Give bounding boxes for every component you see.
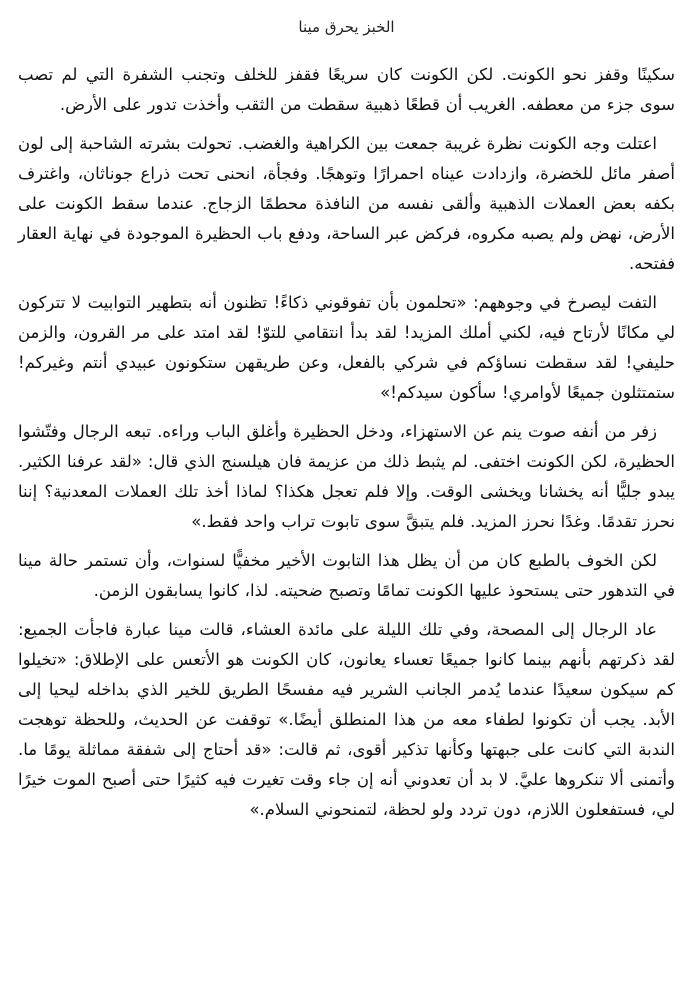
paragraph: لكن الخوف بالطبع كان من أن يظل هذا التابوت الأخير مخفيًّا لسنوات، وأن تستمر حالة مينا في التدهور حتى يستحوذ عليها الكونت تمامًا وتصبح ضحيته. لذا، كانوا يسابقون الزمن. bbox=[18, 551, 675, 600]
running-header: الخبز يحرق مينا bbox=[298, 18, 395, 36]
paragraph: سكينًا وقفز نحو الكونت. لكن الكونت كان سريعًا فقفز للخلف وتجنب الشفرة التي لم تصب سوى جزء من معطفه. الغريب أن قطعًا ذهبية سقطت من الثقب وأخذت تدور على الأرض. bbox=[18, 65, 675, 114]
body-text bbox=[18, 60, 675, 825]
paragraph: اعتلت وجه الكونت نظرة غريبة جمعت بين الكراهية والغضب. تحولت بشرته الشاحبة إلى لون أصفر مائل للخضرة، وازدادت عيناه احمرارًا وتوهجًا. وفجأة، انحنى تحت ذراع جوناثان، واغترف بكفه بعض العملات الذهبية وألقى نفسه من النافذة محطمًا الزجاج. عندما سقط الكونت على الأرض، نهض ولم يصبه مكروه، فركض عبر الساحة، ودفع باب الحظيرة الموجودة في نهاية العقار ففتحه. bbox=[18, 134, 675, 273]
paragraph: زفر من أنفه صوت ينم عن الاستهزاء، ودخل الحظيرة وأغلق الباب وراءه. تبعه الرجال وفتّشوا الحظيرة، لكن الكونت اختفى. لم يثبط ذلك من عزيمة فان هيلسنج الذي قال: «لقد عرفنا الكثير. يبدو جليًّا أنه يخشانا ويخشى الوقت. وإلا فلم تعجل هكذا؟ لماذا أخذ تلك العملات المعدنية؟ إننا نحرز تقدمًا. وغدًا نحرز المزيد. فلم يتبقَّ سوى تابوت تراب واحد فقط.» bbox=[18, 422, 675, 531]
paragraph: عاد الرجال إلى المصحة، وفي تلك الليلة على مائدة العشاء، قالت مينا عبارة فاجأت الجميع: لقد ذكرتهم بأنهم بينما كانوا جميعًا تعساء يعانون، كان الكونت هو الأتعس على الإطلاق: «تخيلوا كم سيكون سعيدًا عندما يُدمر الجانب الشرير فيه مفسحًا الطريق للخير الذي بداخله ليحيا إلى الأبد. يجب أن تكونوا لطفاء معه من هذا المنطلق أيضًا.» توقفت عن الحديث، وللحظة توهجت الندبة التي كانت على جبهتها وكأنها تذكير أقوى، ثم قالت: «قد أحتاج إلى شفقة مماثلة يومًا ما. وأتمنى ألا تنكروها عليَّ. لا بد أن تعدوني أنه إن جاء وقت تغيرت فيه كثيرًا حتى أصبح الموت خيرًا لي، فستفعلون اللازم، دون تردد ولو لحظة، لتمنحوني السلام.» bbox=[18, 620, 675, 819]
paragraph: التفت ليصرخ في وجوههم: «تحلمون بأن تفوقوني ذكاءً! تظنون أنه بتطهير التوابيت لا تتركون لي مكانًا لأرتاح فيه، لكني أملك المزيد! لقد بدأ انتقامي للتوّ! لقد امتد على مر القرون، والزمن حليفي! لقد سقطت نساؤكم في شركي بالفعل، وعن طريقهن ستكونون عبيدي أنتم وغيركم! ستمتثلون جميعًا لأوامري! سأكون سيدكم!» bbox=[18, 293, 675, 402]
